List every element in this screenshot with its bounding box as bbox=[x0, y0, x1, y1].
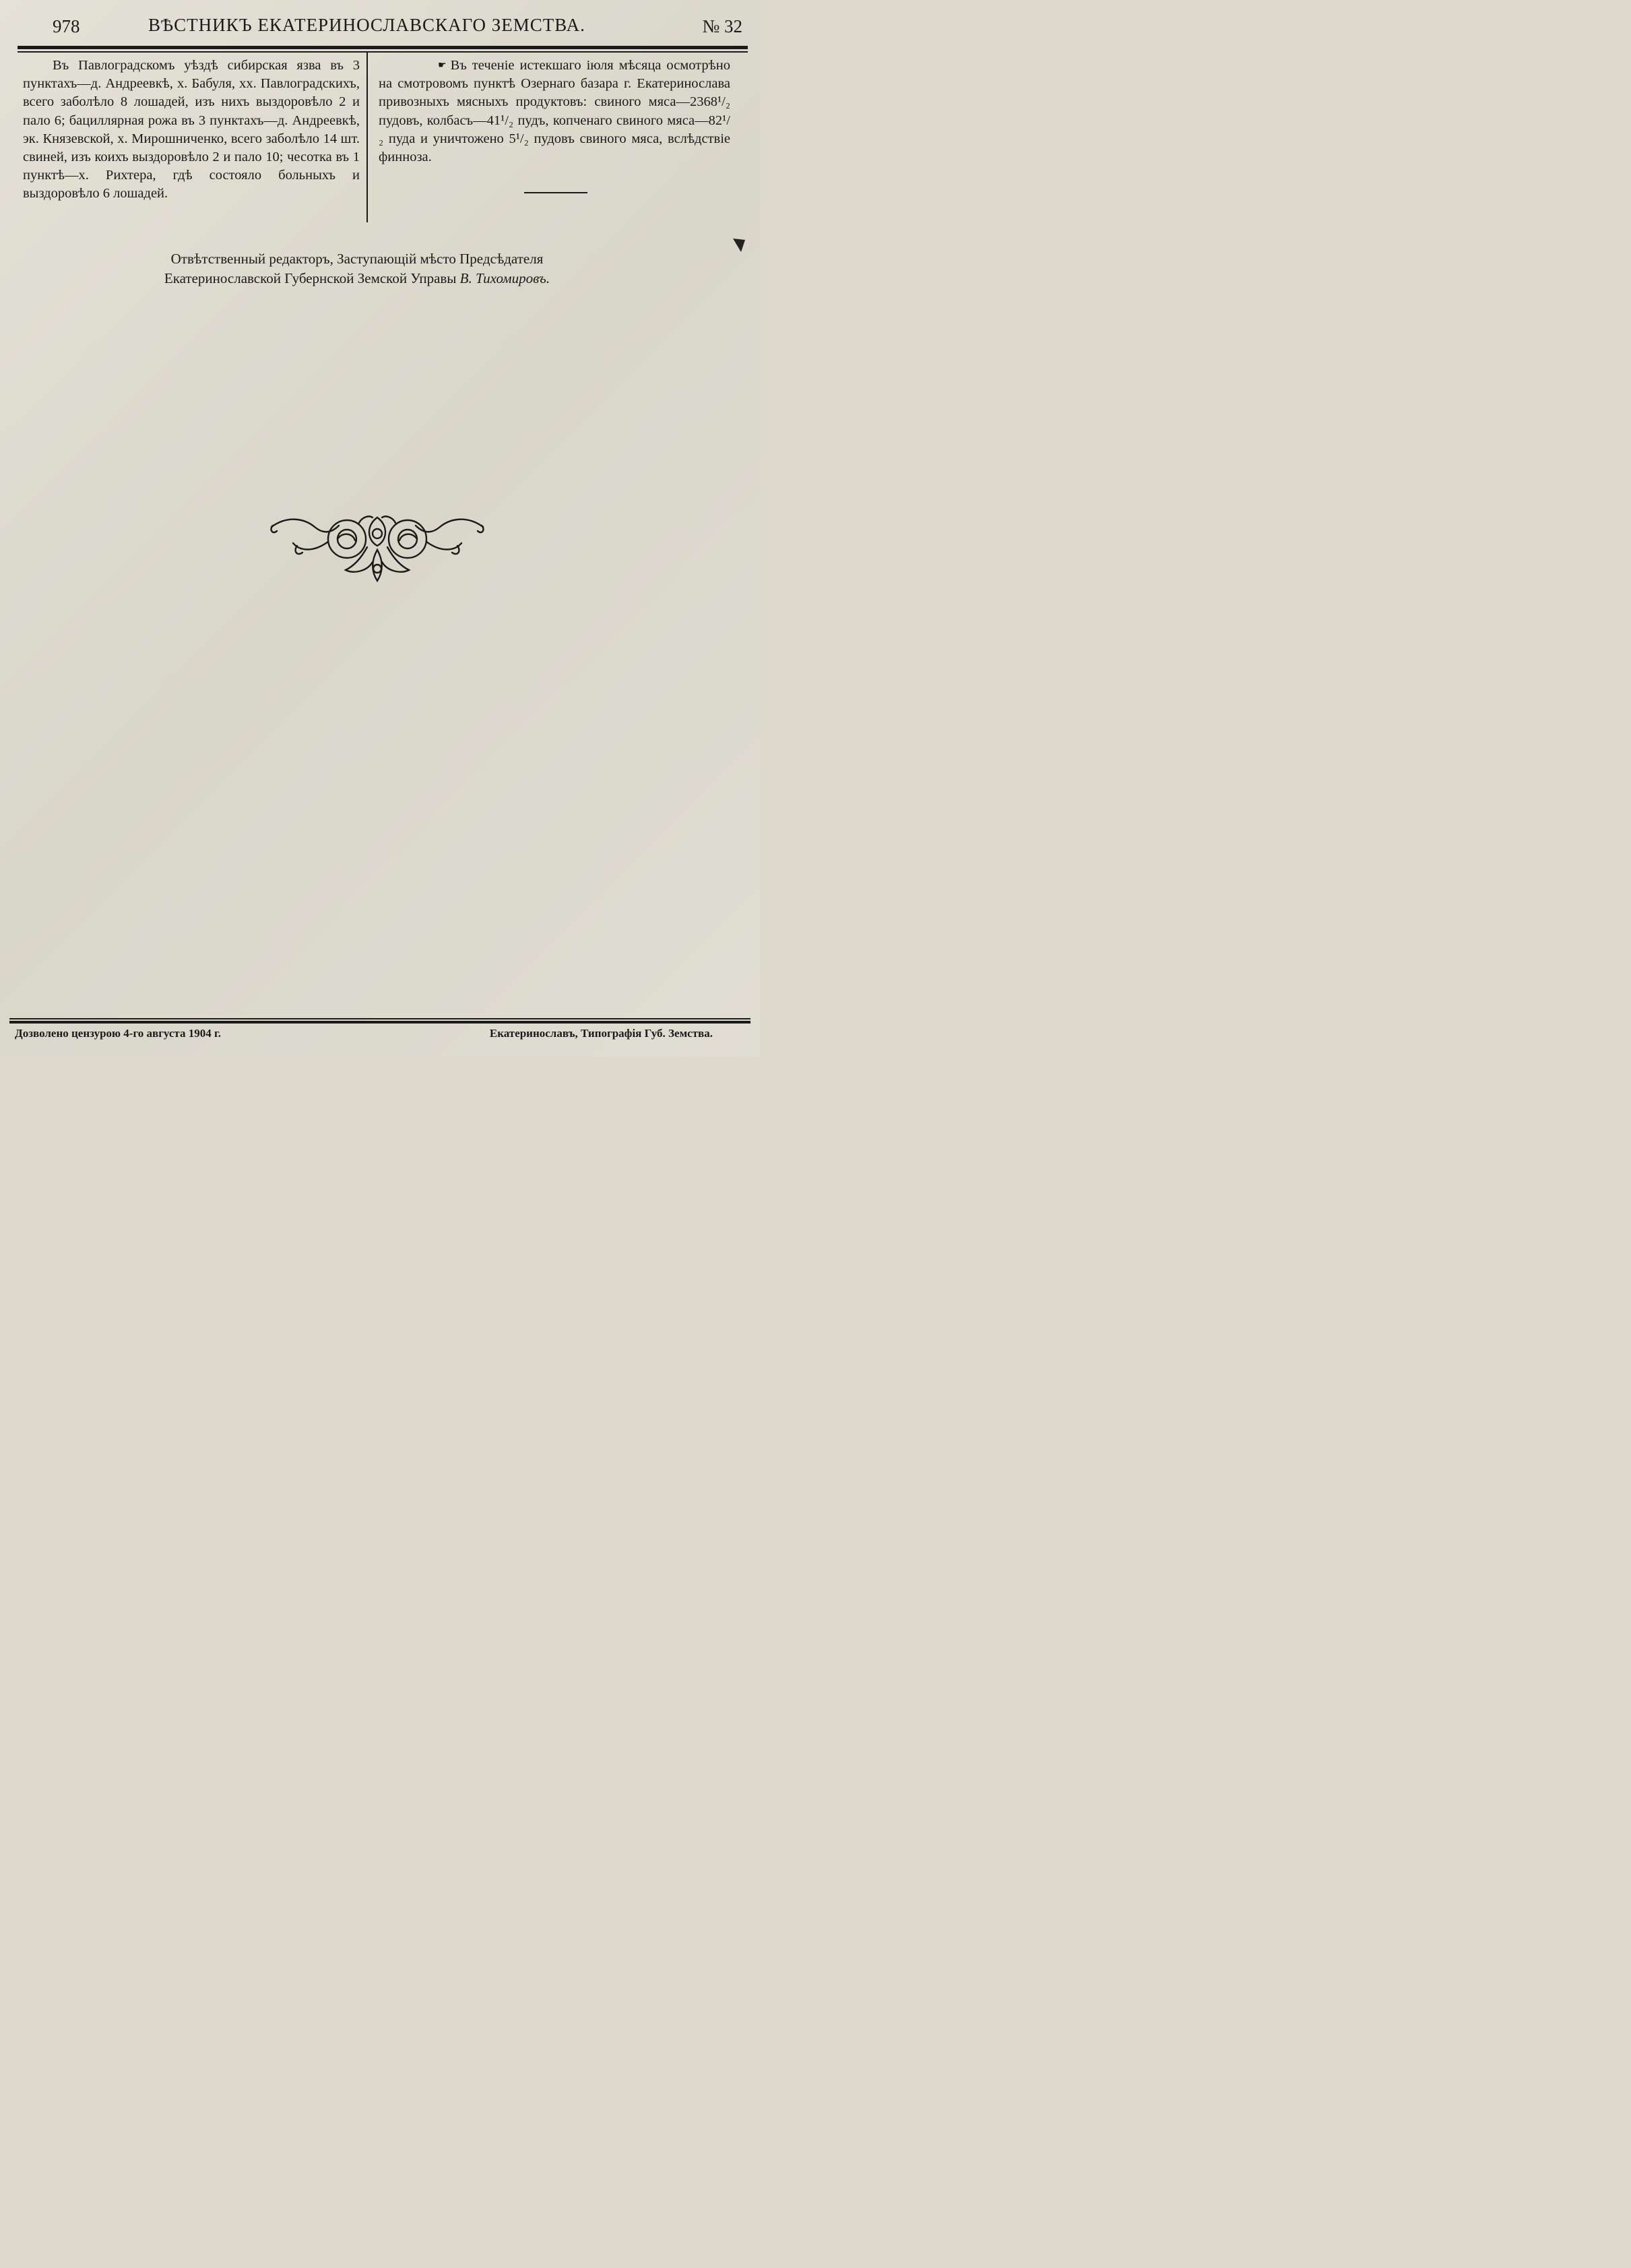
editor-line-2 bbox=[40, 269, 674, 288]
section-end-rule bbox=[524, 192, 587, 193]
page-number: 978 bbox=[53, 16, 80, 36]
floral-ornament-icon bbox=[266, 512, 488, 586]
newspaper-page bbox=[0, 0, 760, 1057]
column-divider bbox=[366, 53, 368, 222]
header-rule-thick bbox=[18, 46, 748, 49]
right-column-text: Въ теченіе истекшаго іюля мѣсяца осмотрѣно на смотровомъ пунктѣ Озернаго базара г. Екатеринослава привозныхъ мясныхъ продуктовъ: свиного мяса—2368¹/₂ пудовъ, колбасъ—41¹/₂ пудъ, копченаго свиного мяса—82¹/₂ пуда и уничтожено 5¹/₂ пудовъ свиного мяса, вслѣдствіе финноза. bbox=[379, 58, 730, 165]
page-header bbox=[47, 9, 748, 43]
issue-number: № 32 bbox=[702, 16, 742, 36]
printer-imprint: Екатеринославъ, Типографія Губ. Земства. bbox=[489, 1027, 713, 1040]
right-column-paragraph bbox=[379, 57, 730, 166]
hand-pointer-icon: ☛ bbox=[438, 61, 447, 71]
footer-rule-thick bbox=[9, 1021, 750, 1023]
editor-name: В. Тихомировъ. bbox=[459, 270, 550, 286]
footer-rule-thin bbox=[9, 1018, 750, 1019]
censor-note: Дозволено цензурою 4-го августа 1904 г. bbox=[15, 1027, 222, 1040]
ink-smudge bbox=[732, 237, 746, 253]
header-rule-thin bbox=[18, 51, 748, 53]
editor-line-1: Отвѣтственный редакторъ, Заступающій мѣсто Предсѣдателя bbox=[170, 251, 544, 267]
left-column-paragraph: Въ Павлоградскомъ уѣздѣ сибирская язва въ 3 пунктахъ—д. Андреевкѣ, х. Бабуля, хх. Павлоградскихъ, всего заболѣло 8 лошадей, изъ нихъ выздоровѣло 2 и пало 6; бациллярная рожа въ 3 пунктахъ—д. Андреевкѣ, эк. Князевской, х. Мирошниченко, всего заболѣло 14 шт. свиней, изъ коихъ выздоровѣло 2 и пало 10; чесотка въ 1 пунктѣ—х. Рихтера, гдѣ состояло больныхъ и выздоровѣло 6 лошадей. bbox=[23, 58, 360, 201]
editor-office: Екатеринославской Губернской Земской Управы bbox=[164, 270, 457, 286]
journal-title: ВѢСТНИКЪ ЕКАТЕРИНОСЛАВСКАГО ЗЕМСТВА. bbox=[148, 15, 585, 35]
